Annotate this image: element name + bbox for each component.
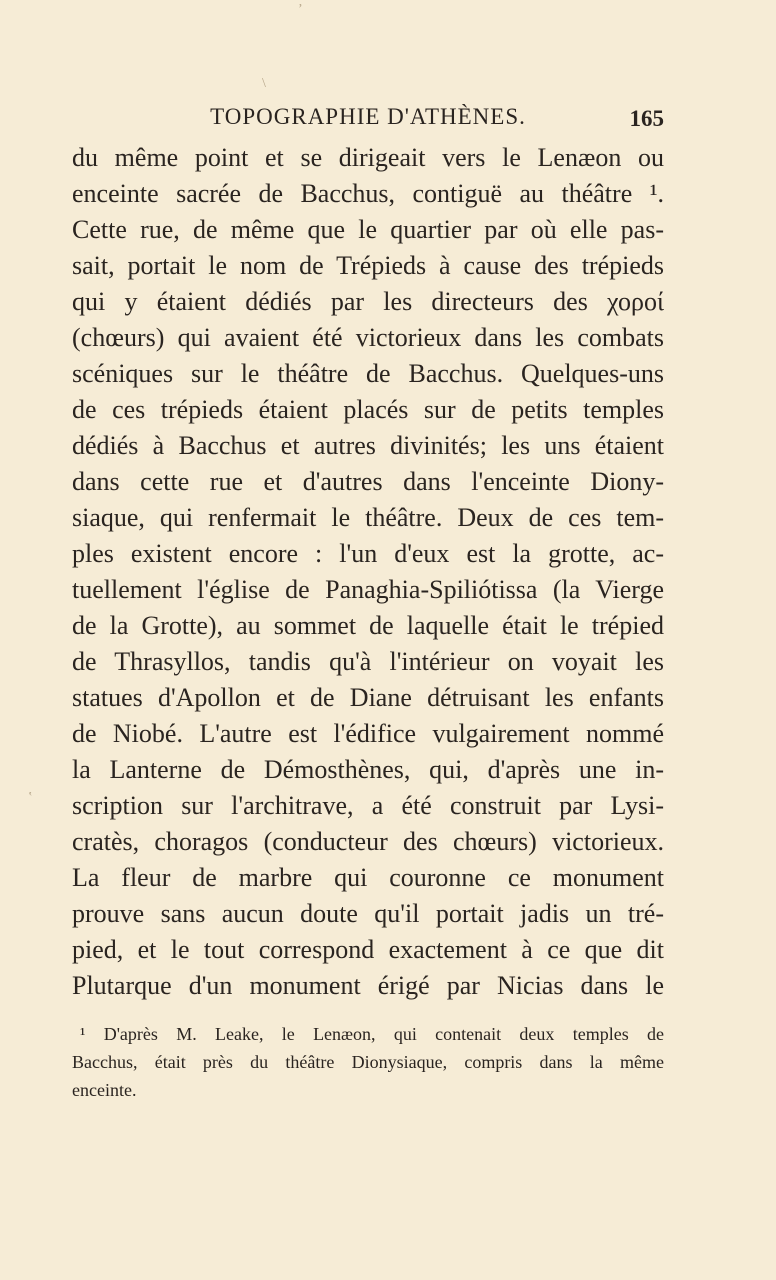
- text-line: dédiés à Bacchus et autres divinités; les uns étaient: [72, 431, 664, 460]
- text-line: (chœurs) qui avaient été victorieux dans les combats: [72, 323, 664, 352]
- text-line: pied, et le tout correspond exactement à ce que dit: [72, 935, 664, 964]
- running-header: [72, 104, 664, 136]
- footnotes: [72, 1020, 664, 1104]
- body-text: [72, 140, 664, 1004]
- text-line: prouve sans aucun doute qu'il portait jadis un tré-: [72, 899, 664, 928]
- paper-speck: ʽ: [28, 790, 33, 805]
- paper-speck: \: [262, 76, 266, 91]
- text-line: Plutarque d'un monument érigé par Nicias dans le: [72, 971, 664, 1000]
- paper-speck: ʼ: [298, 2, 303, 17]
- text-line: de la Grotte), au sommet de laquelle était le trépied: [72, 611, 664, 640]
- text-line: enceinte sacrée de Bacchus, contiguë au théâtre ¹.: [72, 179, 664, 208]
- text-line: scéniques sur le théâtre de Bacchus. Quelques-uns: [72, 359, 664, 388]
- text-line: tuellement l'église de Panaghia-Spiliótissa (la Vierge: [72, 575, 664, 604]
- page-number: 165: [629, 106, 664, 131]
- footnote-line: enceinte.: [72, 1080, 137, 1100]
- text-line: dans cette rue et d'autres dans l'enceinte Diony-: [72, 467, 664, 496]
- text-line: ples existent encore : l'un d'eux est la grotte, ac-: [72, 539, 664, 568]
- text-line: du même point et se dirigeait vers le Lenæon ou: [72, 143, 664, 172]
- text-line: la Lanterne de Démosthènes, qui, d'après une in-: [72, 755, 664, 784]
- text-line: de Thrasyllos, tandis qu'à l'intérieur on voyait les: [72, 647, 664, 676]
- footnote-line: Bacchus, était près du théâtre Dionysiaque, compris dans la même: [72, 1052, 664, 1072]
- text-line: de Niobé. L'autre est l'édifice vulgairement nommé: [72, 719, 664, 748]
- text-line: de ces trépieds étaient placés sur de petits temples: [72, 395, 664, 424]
- text-line: qui y étaient dédiés par les directeurs des χοροί: [72, 287, 664, 316]
- text-line: Cette rue, de même que le quartier par où elle pas-: [72, 215, 664, 244]
- running-title: TOPOGRAPHIE D'ATHÈNES.: [210, 104, 526, 129]
- text-line: La fleur de marbre qui couronne ce monument: [72, 863, 664, 892]
- text-line: sait, portait le nom de Trépieds à cause des trépieds: [72, 251, 664, 280]
- text-line: statues d'Apollon et de Diane détruisant les enfants: [72, 683, 664, 712]
- text-line: scription sur l'architrave, a été construit par Lysi-: [72, 791, 664, 820]
- text-line: cratès, choragos (conducteur des chœurs) victorieux.: [72, 827, 664, 856]
- text-line: siaque, qui renfermait le théâtre. Deux de ces tem-: [72, 503, 664, 532]
- footnote-line: ¹ D'après M. Leake, le Lenæon, qui contenait deux temples de: [80, 1024, 664, 1044]
